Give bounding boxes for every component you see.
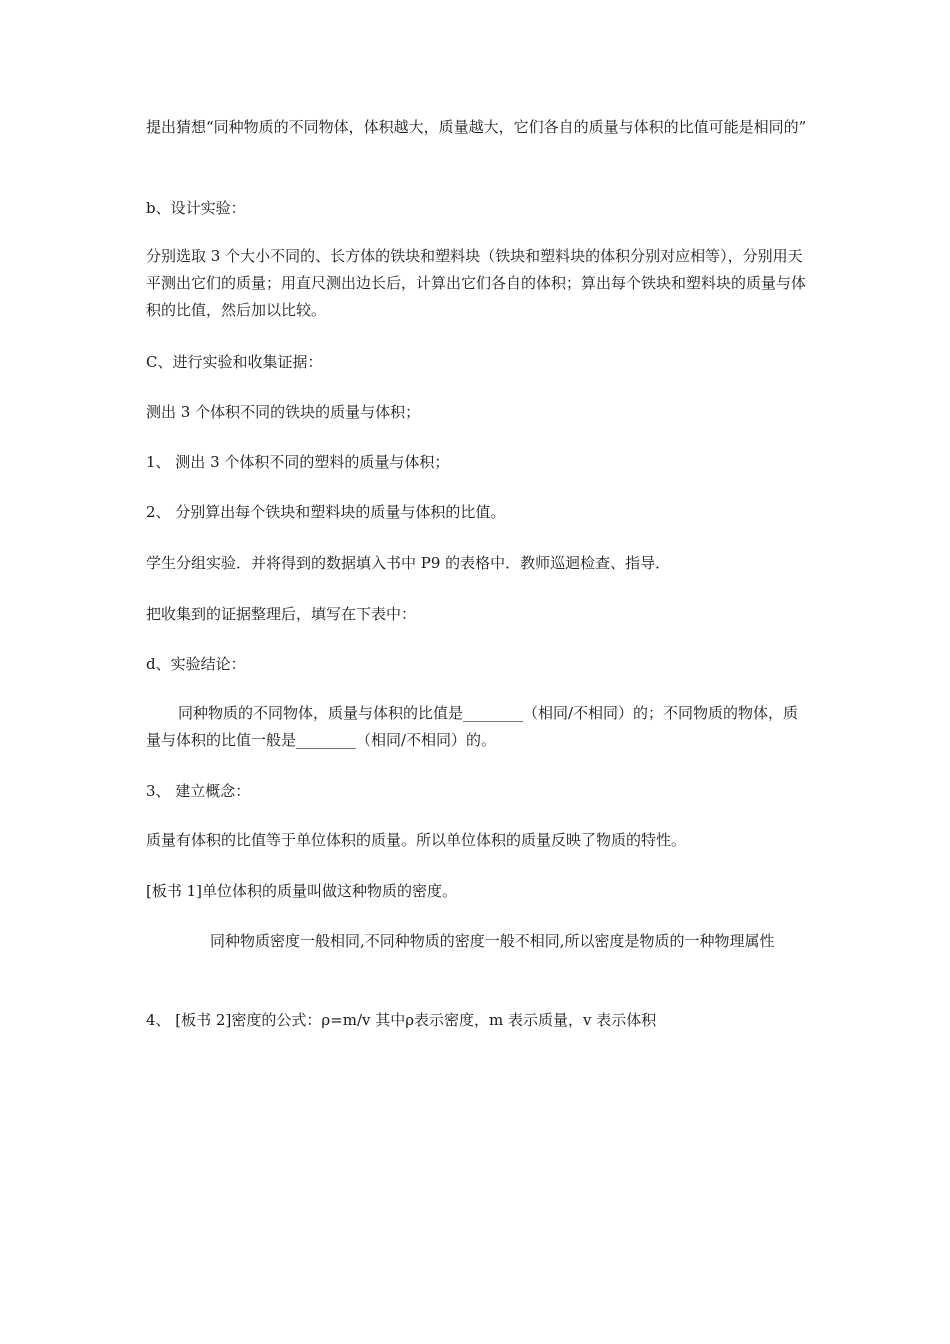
paragraph-conclusion: 同种物质的不同物体，质量与体积的比值是________（相同/不相同）的；不同物质的物体，质量与体积的比值一般是________（相同/不相同）的。	[146, 704, 799, 749]
paragraph-board-note-1: [板书 1]单位体积的质量叫做这种物质的密度。	[146, 882, 458, 900]
heading-conclusion: d、实验结论：	[146, 655, 246, 673]
paragraph-fill-table: 把收集到的证据整理后，填写在下表中：	[146, 605, 417, 623]
heading-build-concept: 3、 建立概念：	[146, 782, 251, 800]
paragraph-concept: 质量有体积的比值等于单位体积的质量。所以单位体积的质量反映了物质的特性。	[146, 831, 687, 849]
paragraph-hypothesis: 提出猜想“同种物质的不同物体，体积越大，质量越大，它们各自的质量与体积的比值可能是相同的”	[146, 118, 807, 136]
heading-conduct-experiment: C、进行实验和收集证据：	[146, 353, 323, 371]
heading-design-experiment: b、设计实验：	[146, 199, 246, 217]
list-item-1: 1、 测出 3 个体积不同的塑料的质量与体积；	[146, 453, 450, 471]
paragraph-density-property: 同种物质密度一般相同,不同种物质的密度一般不相同,所以密度是物质的一种物理属性	[210, 932, 775, 950]
paragraph-density-formula: 4、 [板书 2]密度的公式：ρ=m/v 其中ρ表示密度，m 表示质量，v 表示体积	[146, 1011, 657, 1029]
list-item-2: 2、 分别算出每个铁块和塑料块的质量与体积的比值。	[146, 503, 506, 521]
paragraph-measure-iron: 测出 3 个体积不同的铁块的质量与体积；	[146, 403, 421, 421]
paragraph-group-experiment: 学生分组实验．并将得到的数据填入书中 P9 的表格中．教师巡迴检查、指导．	[146, 554, 671, 572]
paragraph-experiment-design: 分别选取 3 个大小不同的、长方体的铁块和塑料块（铁块和塑料块的体积分别对应相等），分别用天平测出它们的质量；用直尺测出边长后，计算出它们各自的体积；算出每个铁块和塑料块的质量与体积的比值，然后加以比较。	[146, 247, 807, 319]
